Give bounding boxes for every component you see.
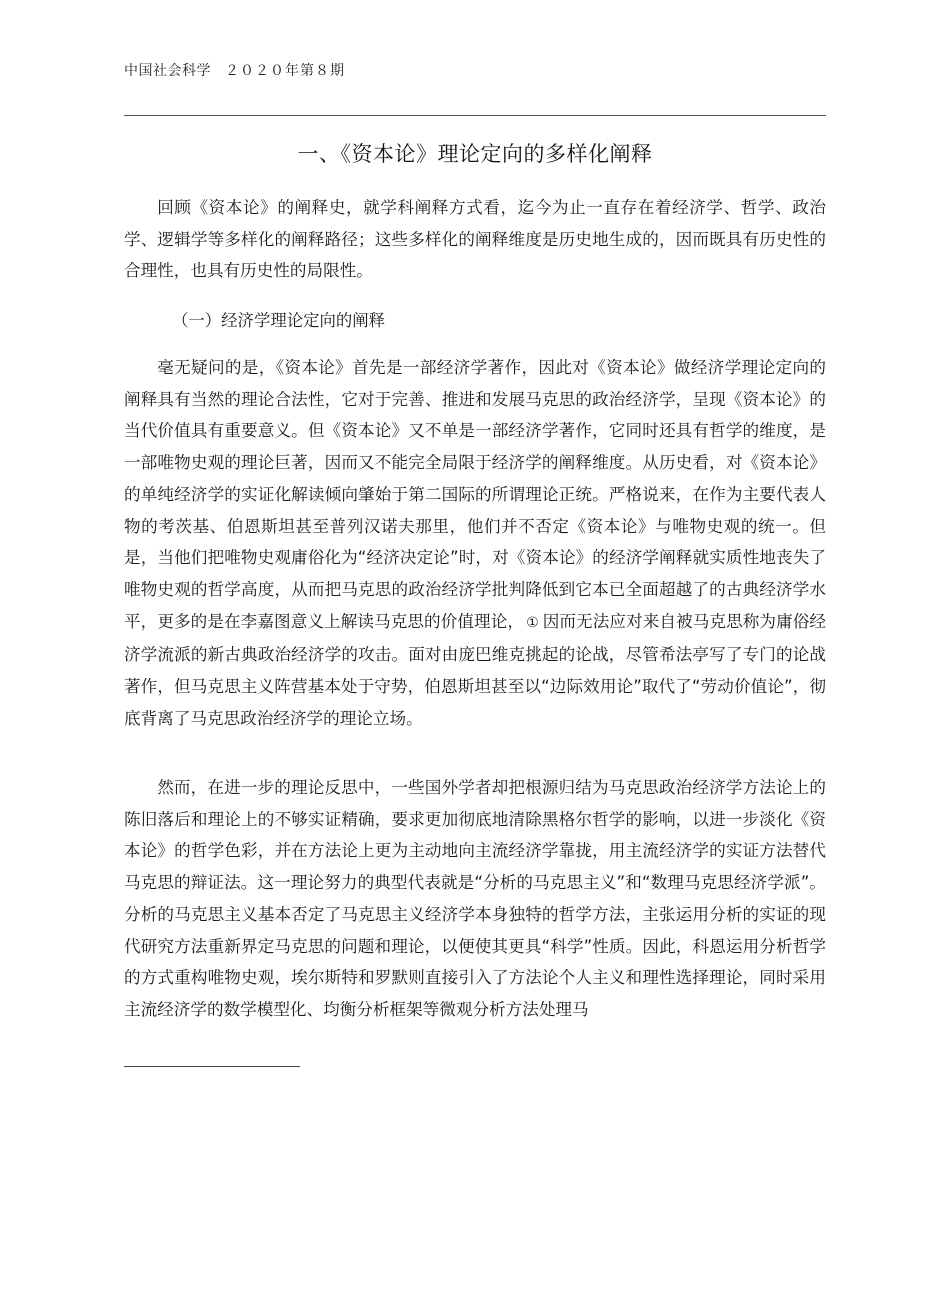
- paragraph-text-continued: 因而无法应对来自被马克思称为庸俗经济学流派的新古典政治经济学的攻击。面对由庞巴维克挑起的论战，尽管希法亭写了专门的论战著作，但马克思主义阵营基本处于守势，伯恩斯坦甚至以“边际效用论”取代了“劳动价值论”，彻底背离了马克思政治经济学的理论立场。: [124, 611, 827, 728]
- footnote-divider: [124, 1066, 300, 1067]
- issue-number: ２０２０年第８期: [225, 63, 345, 79]
- body-paragraph-economics: [124, 352, 826, 734]
- intro-paragraph: 回顾《资本论》的阐释史，就学科阐释方式看，迄今为止一直存在着经济学、哲学、政治学、逻辑学等多样化的阐释路径；这些多样化的阐释维度是历史地生成的，因而既具有历史性的合理性，也具有历史性的局限性。: [124, 198, 826, 281]
- paragraph-text: 毫无疑问的是，《资本论》首先是一部经济学著作，因此对《资本论》做经济学理论定向的阐释具有当然的理论合法性，它对于完善、推进和发展马克思的政治经济学，呈现《资本论》的当代价值具有重要意义。但《资本论》又不单是一部经济学著作，它同时还具有哲学的维度，是一部唯物史观的理论巨著，因而又不能完全局限于经济学的阐释维度。从历史看，对《资本论》的单纯经济学的实证化解读倾向肇始于第二国际的所谓理论正统。严格说来，在作为主要代表人物的考茨基、伯恩斯坦甚至普列汉诺夫那里，他们并不否定《资本论》与唯物史观的统一。但是，当他们把唯物史观庸俗化为“经济决定论”时，对《资本论》的经济学阐释就实质性地丧失了唯物史观的哲学高度，从而把马克思的政治经济学批判降低到它本已全面超越了的古典经济学水平，更多的是在李嘉图意义上解读马克思的价值理论，: [124, 358, 826, 631]
- subsection-title: （一）经济学理论定向的阐释: [172, 311, 386, 330]
- running-header: [124, 60, 345, 80]
- body-paragraph-analytical-marxism: 然而，在进一步的理论反思中，一些国外学者却把根源归结为马克思政治经济学方法论上的陈旧落后和理论上的不够实证精确，要求更加彻底地清除黑格尔哲学的影响，以进一步淡化《资本论》的哲学色彩，并在方法论上更为主动地向主流经济学靠拢，用主流经济学的实证方法替代马克思的辩证法。这一理论努力的典型代表就是“分析的马克思主义”和“数理马克思经济学派”。分析的马克思主义基本否定了马克思主义经济学本身独特的哲学方法，主张运用分析的实证的现代研究方法重新界定马克思的问题和理论，以便使其更具“科学”性质。因此，科恩运用分析哲学的方式重构唯物史观，埃尔斯特和罗默则直接引入了方法论个人主义和理性选择理论，同时采用主流经济学的数学模型化、均衡分析框架等微观分析方法处理马: [124, 778, 826, 1019]
- footnote-marker[interactable]: ①: [526, 614, 539, 631]
- header-divider: [124, 115, 826, 116]
- section-title: 一、《资本论》理论定向的多样化阐释: [297, 142, 653, 166]
- journal-name: 中国社会科学: [124, 63, 211, 79]
